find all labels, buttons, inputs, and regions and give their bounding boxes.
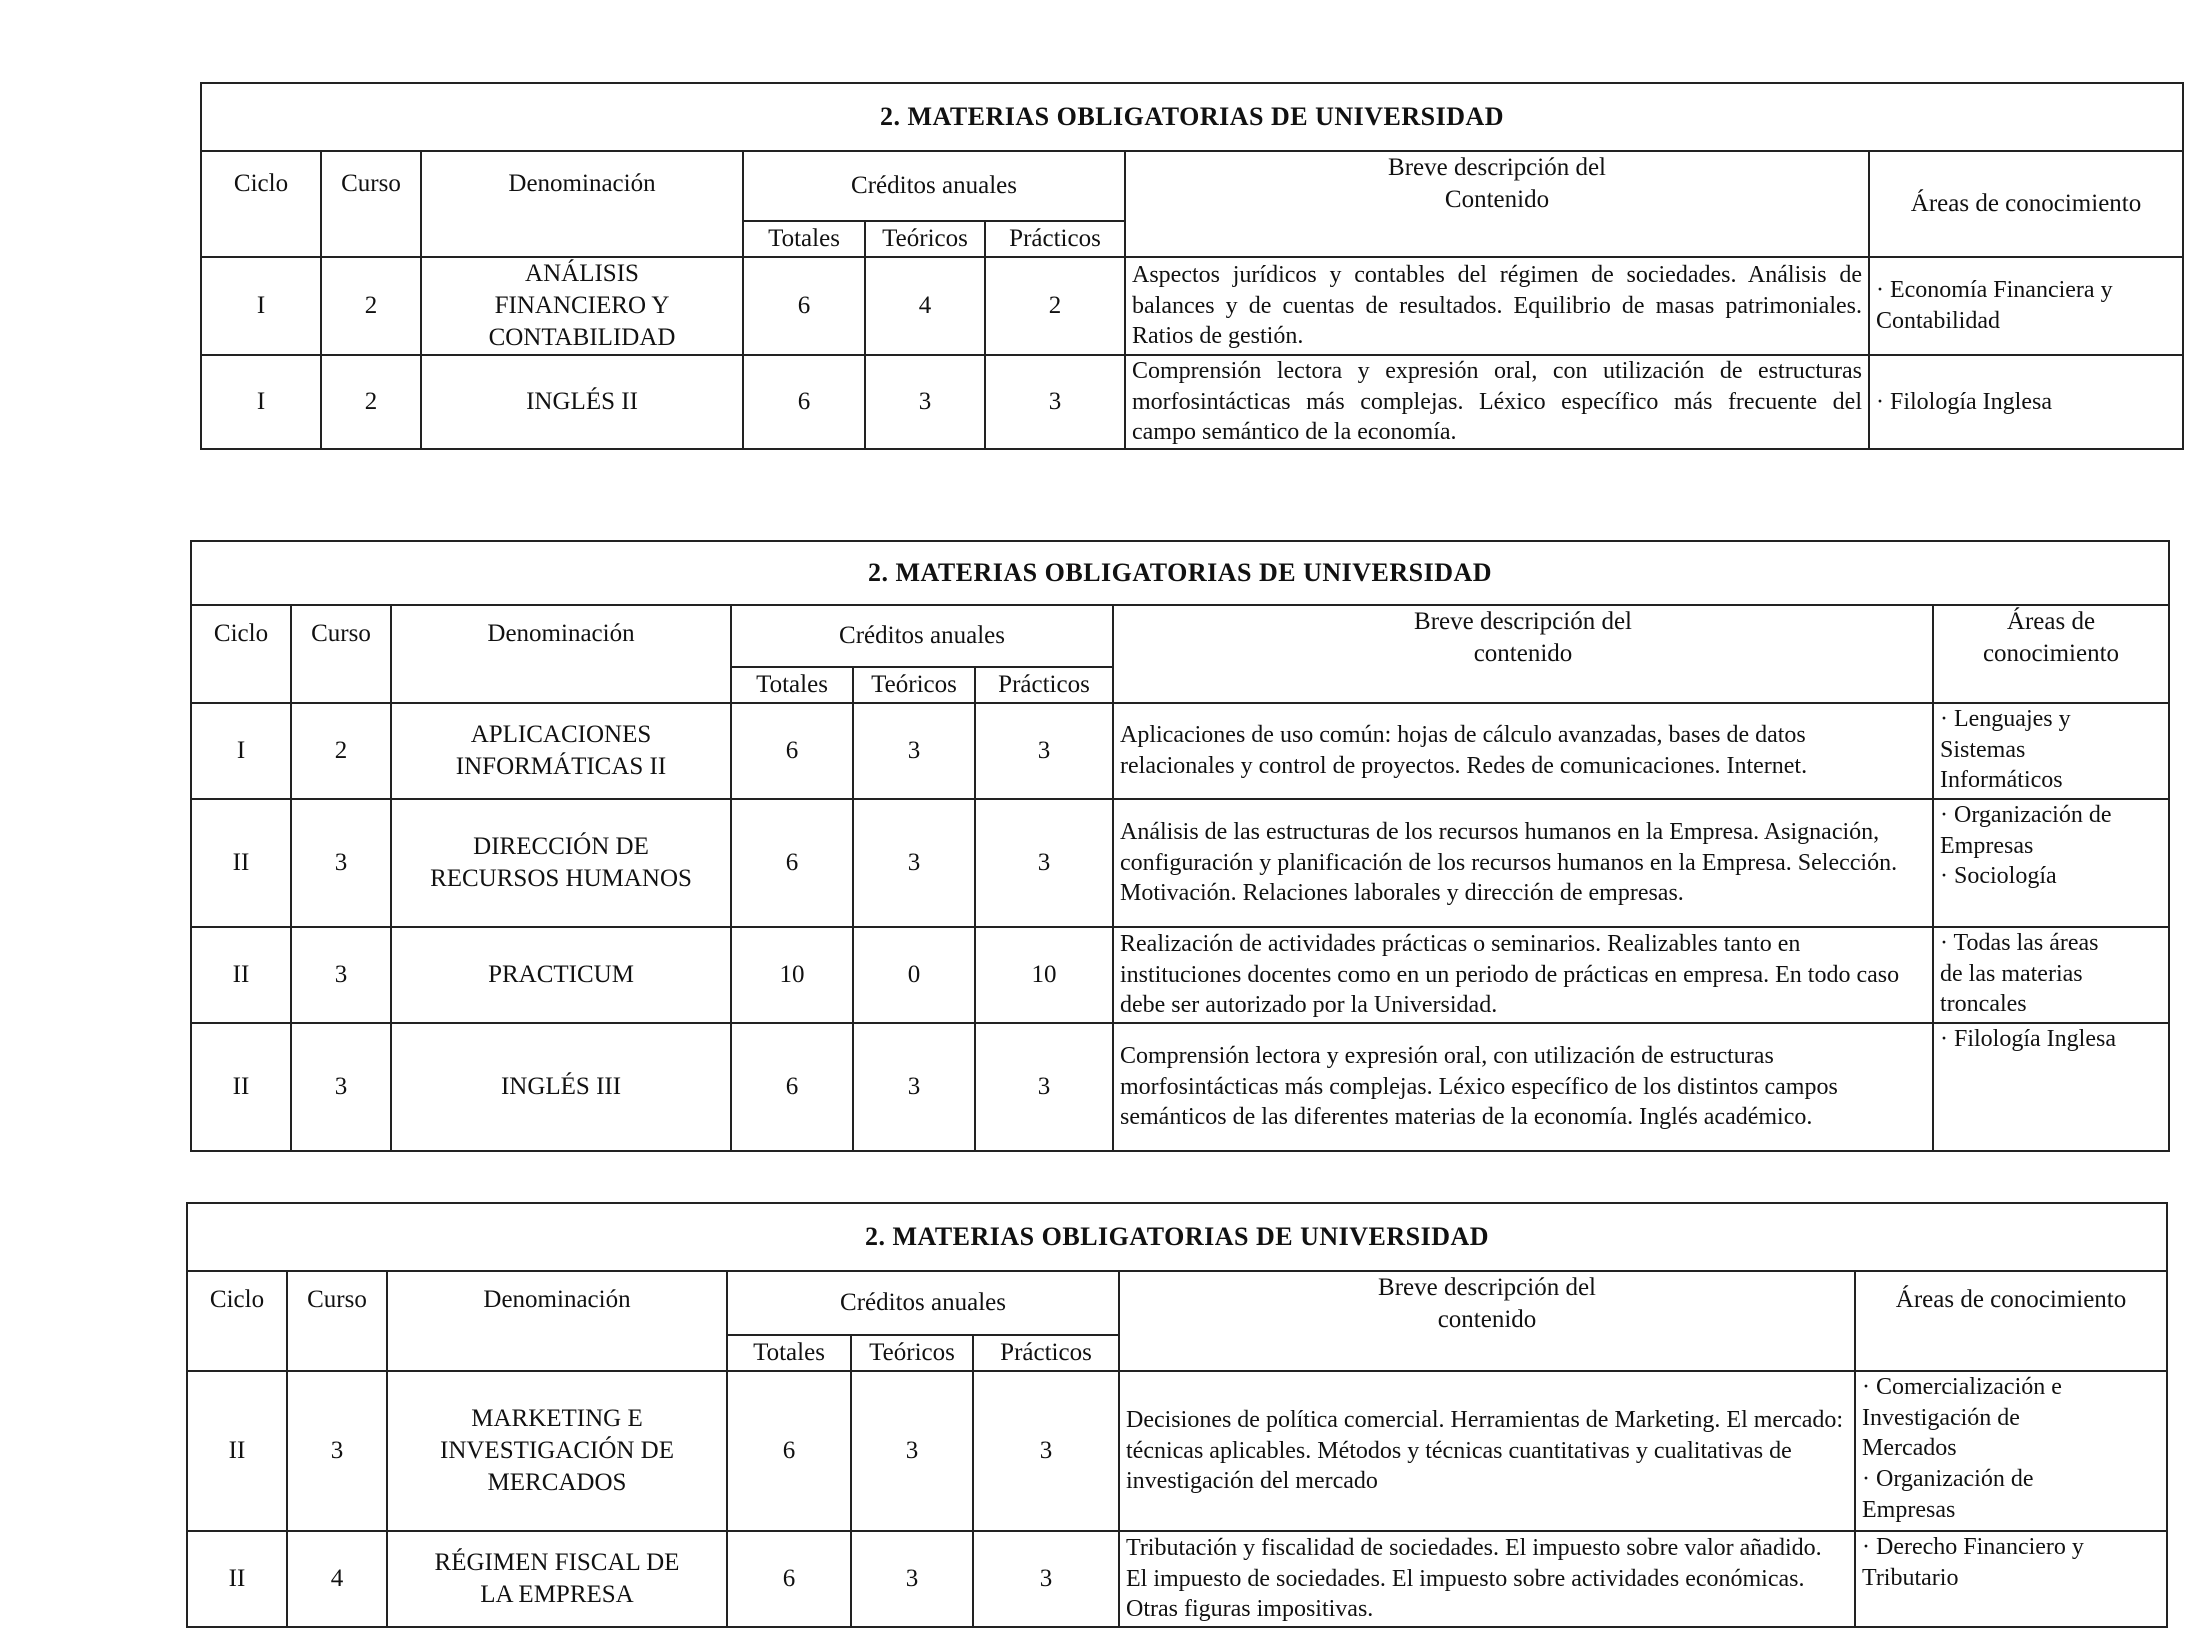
- cell-teoricos: 4: [865, 257, 985, 355]
- header-ciclo: Ciclo: [187, 1271, 287, 1371]
- cell-areas: · Economía Financiera y Contabilidad: [1869, 257, 2183, 355]
- cell-denominacion: RÉGIMEN FISCAL DE LA EMPRESA: [387, 1531, 727, 1627]
- cell-descripcion: Análisis de las estructuras de los recursos humanos en la Empresa. Asignación, configuración y planificación de los recursos humanos en la Empresa. Selección. Motivación. Relaciones laborales y dirección de empresas.: [1113, 799, 1933, 927]
- cell-descripcion: Tributación y fiscalidad de sociedades. El impuesto sobre valor añadido. El impuesto de sociedades. El impuesto sobre actividades económicas. Otras figuras impositivas.: [1119, 1531, 1855, 1627]
- cell-curso: 4: [287, 1531, 387, 1627]
- cell-teoricos: 3: [851, 1371, 973, 1531]
- cell-totales: 6: [727, 1371, 851, 1531]
- subjects-table-3: [186, 1202, 2168, 1628]
- cell-ciclo: II: [191, 927, 291, 1023]
- header-areas: Áreas de conocimiento: [1855, 1271, 2167, 1371]
- table-row: [191, 799, 2169, 927]
- cell-denominacion: PRACTICUM: [391, 927, 731, 1023]
- header-descripcion: Breve descripción del Contenido: [1125, 151, 1869, 257]
- cell-ciclo: II: [191, 799, 291, 927]
- cell-descripcion: Realización de actividades prácticas o seminarios. Realizables tanto en instituciones docentes como en un periodo de prácticas en empresa. En todo caso debe ser autorizado por la Universidad.: [1113, 927, 1933, 1023]
- header-descripcion: Breve descripción del contenido: [1113, 605, 1933, 703]
- cell-practicos: 3: [975, 1023, 1113, 1151]
- cell-curso: 2: [291, 703, 391, 799]
- table-row: [187, 1371, 2167, 1531]
- cell-denominacion: DIRECCIÓN DE RECURSOS HUMANOS: [391, 799, 731, 927]
- header-practicos: Prácticos: [973, 1335, 1119, 1371]
- table-row: [191, 703, 2169, 799]
- cell-descripcion: Comprensión lectora y expresión oral, con utilización de estructuras morfosintácticas más complejas. Léxico específico de los distintos campos semánticos de las diferentes materias de la economía. Inglés académico.: [1113, 1023, 1933, 1151]
- header-areas: Áreas de conocimiento: [1933, 605, 2169, 703]
- cell-practicos: 3: [975, 703, 1113, 799]
- table-title: 2. MATERIAS OBLIGATORIAS DE UNIVERSIDAD: [187, 1203, 2167, 1271]
- cell-practicos: 10: [975, 927, 1113, 1023]
- cell-curso: 3: [287, 1371, 387, 1531]
- header-teoricos: Teóricos: [853, 667, 975, 703]
- cell-totales: 6: [731, 703, 853, 799]
- cell-practicos: 2: [985, 257, 1125, 355]
- table-row: [191, 1023, 2169, 1151]
- table-row: [191, 927, 2169, 1023]
- subjects-table-1: [200, 82, 2184, 450]
- header-curso: Curso: [287, 1271, 387, 1371]
- header-ciclo: Ciclo: [191, 605, 291, 703]
- header-curso: Curso: [291, 605, 391, 703]
- cell-curso: 3: [291, 927, 391, 1023]
- cell-curso: 2: [321, 257, 421, 355]
- header-teoricos: Teóricos: [865, 221, 985, 257]
- cell-areas: · Todas las áreas de las materias troncales: [1933, 927, 2169, 1023]
- cell-teoricos: 3: [853, 703, 975, 799]
- table-row: [187, 1531, 2167, 1627]
- header-totales: Totales: [743, 221, 865, 257]
- cell-teoricos: 3: [865, 355, 985, 449]
- cell-ciclo: II: [187, 1371, 287, 1531]
- cell-totales: 6: [731, 799, 853, 927]
- cell-teoricos: 3: [853, 1023, 975, 1151]
- cell-denominacion: MARKETING E INVESTIGACIÓN DE MERCADOS: [387, 1371, 727, 1531]
- cell-descripcion: Comprensión lectora y expresión oral, con utilización de estructuras morfosintácticas más complejas. Léxico específico más frecuente del campo semántico de la economía.: [1125, 355, 1869, 449]
- cell-practicos: 3: [985, 355, 1125, 449]
- table-row: [201, 257, 2183, 355]
- cell-teoricos: 3: [853, 799, 975, 927]
- header-teoricos: Teóricos: [851, 1335, 973, 1371]
- cell-areas: · Comercialización e Investigación de Mercados · Organización de Empresas: [1855, 1371, 2167, 1531]
- header-areas: Áreas de conocimiento: [1869, 151, 2183, 257]
- header-totales: Totales: [727, 1335, 851, 1371]
- header-creditos: Créditos anuales: [743, 151, 1125, 221]
- header-creditos: Créditos anuales: [727, 1271, 1119, 1335]
- cell-denominacion: INGLÉS II: [421, 355, 743, 449]
- cell-ciclo: I: [201, 355, 321, 449]
- header-practicos: Prácticos: [985, 221, 1125, 257]
- cell-curso: 3: [291, 1023, 391, 1151]
- cell-descripcion: Aspectos jurídicos y contables del régimen de sociedades. Análisis de balances y de cuentas de resultados. Equilibrio de masas patrimoniales. Ratios de gestión.: [1125, 257, 1869, 355]
- cell-teoricos: 3: [851, 1531, 973, 1627]
- header-practicos: Prácticos: [975, 667, 1113, 703]
- table-title: 2. MATERIAS OBLIGATORIAS DE UNIVERSIDAD: [191, 541, 2169, 605]
- cell-practicos: 3: [973, 1371, 1119, 1531]
- cell-denominacion: ANÁLISIS FINANCIERO Y CONTABILIDAD: [421, 257, 743, 355]
- header-denominacion: Denominación: [421, 151, 743, 257]
- cell-teoricos: 0: [853, 927, 975, 1023]
- cell-areas: · Filología Inglesa: [1933, 1023, 2169, 1151]
- header-ciclo: Ciclo: [201, 151, 321, 257]
- cell-areas: · Filología Inglesa: [1869, 355, 2183, 449]
- header-totales: Totales: [731, 667, 853, 703]
- cell-denominacion: APLICACIONES INFORMÁTICAS II: [391, 703, 731, 799]
- cell-ciclo: I: [191, 703, 291, 799]
- cell-curso: 3: [291, 799, 391, 927]
- cell-totales: 6: [743, 257, 865, 355]
- header-creditos: Créditos anuales: [731, 605, 1113, 667]
- cell-areas: · Organización de Empresas · Sociología: [1933, 799, 2169, 927]
- table-row: [201, 355, 2183, 449]
- cell-practicos: 3: [975, 799, 1113, 927]
- cell-totales: 10: [731, 927, 853, 1023]
- cell-ciclo: II: [187, 1531, 287, 1627]
- cell-practicos: 3: [973, 1531, 1119, 1627]
- cell-denominacion: INGLÉS III: [391, 1023, 731, 1151]
- cell-areas: · Lenguajes y Sistemas Informáticos: [1933, 703, 2169, 799]
- cell-ciclo: II: [191, 1023, 291, 1151]
- cell-ciclo: I: [201, 257, 321, 355]
- cell-descripcion: Decisiones de política comercial. Herramientas de Marketing. El mercado: técnicas aplicables. Métodos y técnicas cuantitativas y cualitativas de investigación del mercado: [1119, 1371, 1855, 1531]
- cell-areas: · Derecho Financiero y Tributario: [1855, 1531, 2167, 1627]
- subjects-table-2: [190, 540, 2170, 1152]
- cell-totales: 6: [731, 1023, 853, 1151]
- header-denominacion: Denominación: [391, 605, 731, 703]
- cell-curso: 2: [321, 355, 421, 449]
- cell-descripcion: Aplicaciones de uso común: hojas de cálculo avanzadas, bases de datos relacionales y control de proyectos. Redes de comunicaciones. Internet.: [1113, 703, 1933, 799]
- cell-totales: 6: [743, 355, 865, 449]
- cell-totales: 6: [727, 1531, 851, 1627]
- header-curso: Curso: [321, 151, 421, 257]
- header-denominacion: Denominación: [387, 1271, 727, 1371]
- table-title: 2. MATERIAS OBLIGATORIAS DE UNIVERSIDAD: [201, 83, 2183, 151]
- header-descripcion: Breve descripción del contenido: [1119, 1271, 1855, 1371]
